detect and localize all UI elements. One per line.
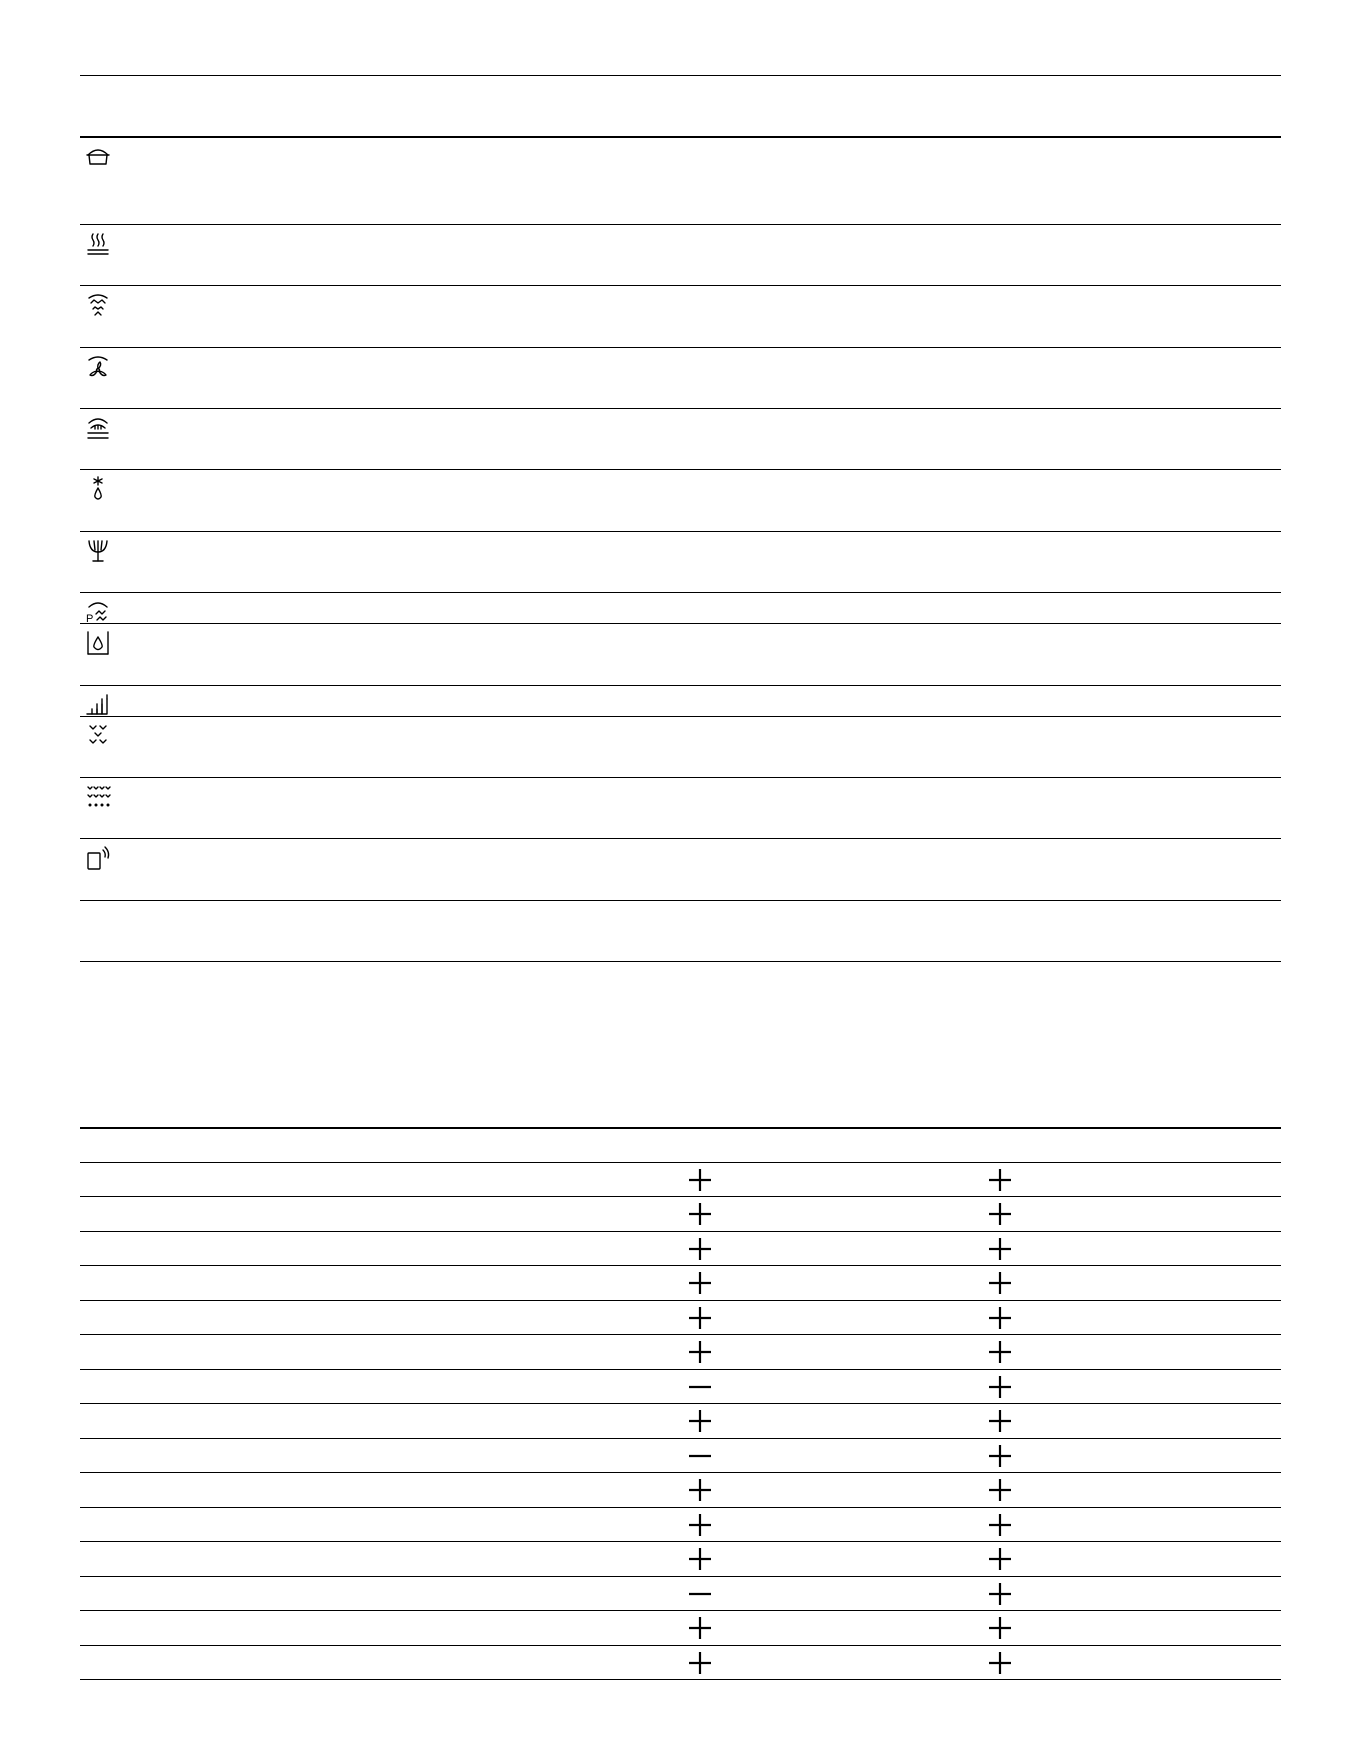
plus-icon [985,1163,1015,1197]
table-row [80,1438,1281,1473]
row-divider [80,531,1281,532]
plus-icon [685,1542,715,1576]
table-bottom-rule [80,961,1281,962]
plus-icon [985,1232,1015,1266]
minus-icon [685,1577,715,1611]
icon-table-row [80,347,1281,408]
table-row [80,1231,1281,1266]
fork-grill-icon [84,538,112,564]
row-divider [80,685,1281,686]
row-divider [80,408,1281,409]
plus-icon [685,1508,715,1542]
icon-table-row [80,685,1281,716]
chevrons-small-icon [84,723,112,749]
remote-device-icon [84,845,112,871]
icon-table-row [80,408,1281,469]
table-row [80,1507,1281,1542]
table-row [80,1610,1281,1645]
dish-steam-icon [84,415,112,441]
row-divider [80,224,1281,225]
table-row [80,1369,1281,1404]
plus-icon [685,1473,715,1507]
table-row [80,1300,1281,1335]
program-steam-icon [84,599,112,625]
plus-icon [685,1301,715,1335]
table-row [80,1162,1281,1197]
icon-table-row [80,623,1281,685]
plus-icon [985,1646,1015,1680]
icon-table-row [80,838,1281,900]
row-divider [80,469,1281,470]
baking-tray-icon [84,143,112,169]
plus-icon [985,1301,1015,1335]
icon-table-row [80,900,1281,961]
plus-icon [685,1646,715,1680]
icon-table-row [80,136,1281,224]
table-row [80,1541,1281,1576]
plus-icon [985,1335,1015,1369]
compare-header-row [80,1127,1281,1163]
water-tank-icon [84,630,112,656]
minus-icon [685,1439,715,1473]
minus-icon [685,1370,715,1404]
row-divider [80,623,1281,624]
plus-icon [685,1197,715,1231]
steam-waves-icon [84,292,112,318]
plus-icon [985,1439,1015,1473]
plus-icon [985,1404,1015,1438]
chevrons-grid-icon [84,784,112,810]
row-divider [80,838,1281,839]
row-divider [80,592,1281,593]
plus-icon [685,1163,715,1197]
plus-icon [685,1335,715,1369]
plus-icon [985,1266,1015,1300]
row-divider [80,716,1281,717]
plus-icon [985,1473,1015,1507]
plus-icon [985,1370,1015,1404]
plus-icon [685,1232,715,1266]
plus-icon [985,1577,1015,1611]
table-row [80,1403,1281,1438]
plus-icon [985,1197,1015,1231]
steps-icon [84,692,112,718]
plus-icon [685,1404,715,1438]
row-divider [80,285,1281,286]
plus-icon [685,1266,715,1300]
table-row [80,1472,1281,1507]
table-row [80,1334,1281,1369]
table-top-rule [80,75,1281,76]
icon-table-row [80,592,1281,623]
plus-icon [985,1508,1015,1542]
table-row [80,1645,1281,1680]
fan-heat-icon [84,354,112,380]
table-row [80,1196,1281,1231]
table-row [80,1265,1281,1300]
icon-table-row [80,224,1281,285]
icon-table-row [80,777,1281,838]
plus-icon [985,1611,1015,1645]
icon-table-row [80,285,1281,347]
hot-plate-steam-icon [84,231,112,257]
table-row [80,1576,1281,1611]
row-divider [80,777,1281,778]
icon-table-row [80,716,1281,777]
row-divider [80,900,1281,901]
plus-icon [685,1611,715,1645]
icon-table-row [80,531,1281,592]
icon-table-row [80,469,1281,531]
plus-icon [985,1542,1015,1576]
compare-bottom-rule [80,1679,1281,1680]
svg-text:P: P [86,613,94,625]
row-divider [80,347,1281,348]
defrost-drop-icon [84,476,112,502]
